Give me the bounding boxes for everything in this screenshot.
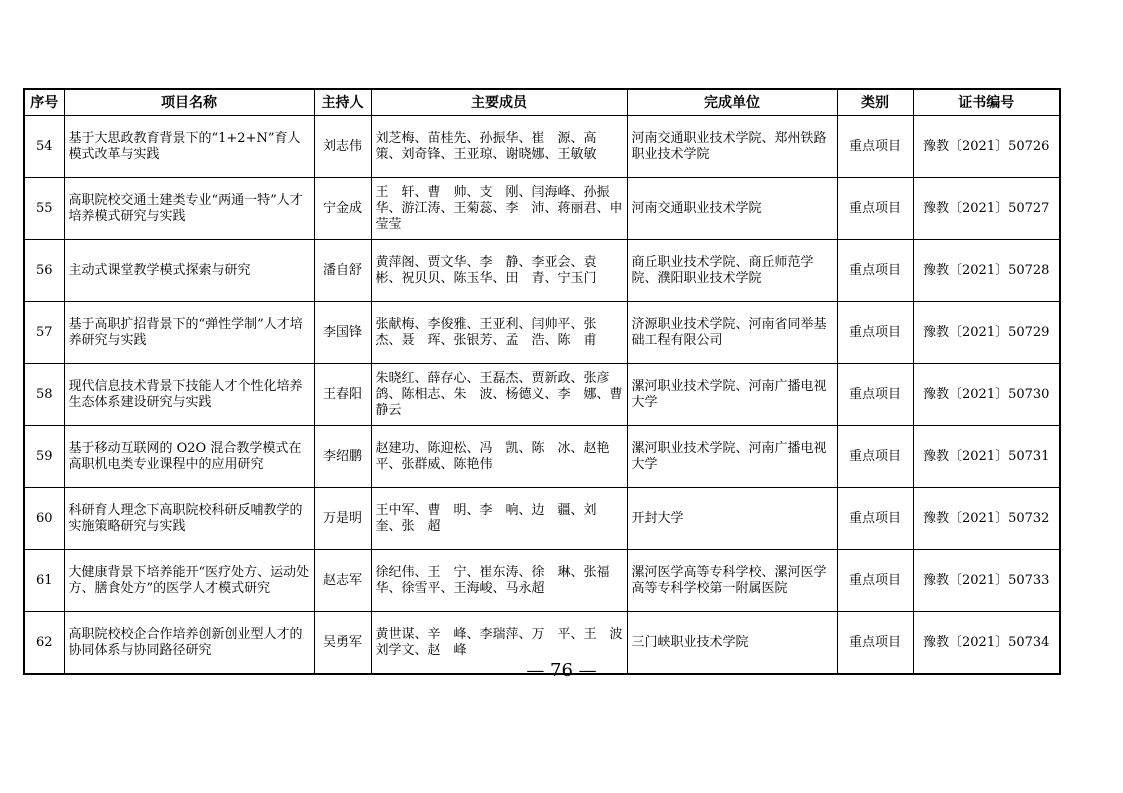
cell-serial: 59 xyxy=(24,426,64,488)
table-header-row xyxy=(24,89,1060,116)
header-certificate: 证书编号 xyxy=(913,89,1060,116)
cell-serial: 55 xyxy=(24,178,64,240)
table-row xyxy=(24,178,1060,240)
cell-host: 吴勇军 xyxy=(314,612,371,675)
cell-serial: 58 xyxy=(24,364,64,426)
cell-project-name: 现代信息技术背景下技能人才个性化培养生态体系建设研究与实践 xyxy=(64,364,314,426)
cell-host: 赵志军 xyxy=(314,550,371,612)
cell-category: 重点项目 xyxy=(837,550,913,612)
header-serial: 序号 xyxy=(24,89,64,116)
table-row xyxy=(24,302,1060,364)
cell-members: 赵建功、陈迎松、冯 凯、陈 冰、赵艳平、张群威、陈艳伟 xyxy=(371,426,627,488)
cell-serial: 61 xyxy=(24,550,64,612)
cell-project-name: 基于移动互联网的 O2O 混合教学模式在高职机电类专业课程中的应用研究 xyxy=(64,426,314,488)
cell-host: 李绍鹏 xyxy=(314,426,371,488)
cell-host: 宁金成 xyxy=(314,178,371,240)
cell-host: 潘自舒 xyxy=(314,240,371,302)
cell-project-name: 大健康背景下培养能开“医疗处方、运动处方、膳食处方”的医学人才模式研究 xyxy=(64,550,314,612)
cell-category: 重点项目 xyxy=(837,302,913,364)
project-table xyxy=(23,88,1061,675)
cell-project-name: 基于大思政教育背景下的“1+2+N”育人模式改革与实践 xyxy=(64,116,314,178)
cell-certificate: 豫教〔2021〕50728 xyxy=(913,240,1060,302)
cell-unit: 河南交通职业技术学院 xyxy=(627,178,837,240)
cell-unit: 漯河医学高等专科学校、漯河医学高等专科学校第一附属医院 xyxy=(627,550,837,612)
cell-category: 重点项目 xyxy=(837,178,913,240)
cell-members: 王中军、曹 明、李 响、边 疆、刘 奎、张 超 xyxy=(371,488,627,550)
cell-category: 重点项目 xyxy=(837,612,913,675)
page-number: — 76 — xyxy=(526,660,597,681)
cell-project-name: 主动式课堂教学模式探索与研究 xyxy=(64,240,314,302)
cell-project-name: 高职院校校企合作培养创新创业型人才的协同体系与协同路径研究 xyxy=(64,612,314,675)
table-row xyxy=(24,364,1060,426)
cell-certificate: 豫教〔2021〕50732 xyxy=(913,488,1060,550)
cell-serial: 56 xyxy=(24,240,64,302)
table-row xyxy=(24,240,1060,302)
cell-category: 重点项目 xyxy=(837,116,913,178)
table-row xyxy=(24,116,1060,178)
cell-certificate: 豫教〔2021〕50730 xyxy=(913,364,1060,426)
cell-certificate: 豫教〔2021〕50734 xyxy=(913,612,1060,675)
cell-category: 重点项目 xyxy=(837,488,913,550)
cell-host: 刘志伟 xyxy=(314,116,371,178)
cell-unit: 商丘职业技术学院、商丘师范学院、濮阳职业技术学院 xyxy=(627,240,837,302)
cell-certificate: 豫教〔2021〕50727 xyxy=(913,178,1060,240)
header-category: 类别 xyxy=(837,89,913,116)
cell-unit: 开封大学 xyxy=(627,488,837,550)
cell-members: 王 轩、曹 帅、支 刚、闫海峰、孙振华、游江涛、王菊蕊、李 沛、蒋丽君、申莹莹 xyxy=(371,178,627,240)
table-row xyxy=(24,550,1060,612)
table-row xyxy=(24,426,1060,488)
cell-members: 刘芝梅、苗桂先、孙振华、崔 源、高 策、刘奇锋、王亚琼、谢晓娜、王敏敏 xyxy=(371,116,627,178)
header-members: 主要成员 xyxy=(371,89,627,116)
cell-project-name: 科研育人理念下高职院校科研反哺教学的实施策略研究与实践 xyxy=(64,488,314,550)
cell-certificate: 豫教〔2021〕50729 xyxy=(913,302,1060,364)
cell-members: 朱晓红、薛存心、王磊杰、贾新政、张彦鸽、陈相志、朱 波、杨德义、李 娜、曹静云 xyxy=(371,364,627,426)
cell-unit: 漯河职业技术学院、河南广播电视大学 xyxy=(627,426,837,488)
cell-unit: 河南交通职业技术学院、郑州铁路职业技术学院 xyxy=(627,116,837,178)
cell-host: 万是明 xyxy=(314,488,371,550)
cell-host: 王春阳 xyxy=(314,364,371,426)
cell-serial: 54 xyxy=(24,116,64,178)
cell-serial: 62 xyxy=(24,612,64,675)
cell-serial: 57 xyxy=(24,302,64,364)
header-host: 主持人 xyxy=(314,89,371,116)
table-row xyxy=(24,488,1060,550)
cell-members: 徐纪伟、王 宁、崔东涛、徐 琳、张福华、徐雪平、王海峻、马永超 xyxy=(371,550,627,612)
cell-project-name: 高职院校交通土建类专业“两通一特”人才培养模式研究与实践 xyxy=(64,178,314,240)
cell-unit: 三门峡职业技术学院 xyxy=(627,612,837,675)
cell-members: 黄世谋、辛 峰、李瑞萍、万 平、王 波 刘学文、赵 峰 xyxy=(371,612,627,675)
header-unit: 完成单位 xyxy=(627,89,837,116)
cell-unit: 漯河职业技术学院、河南广播电视大学 xyxy=(627,364,837,426)
cell-category: 重点项目 xyxy=(837,426,913,488)
cell-members: 张献梅、李俊雅、王亚利、闫帅平、张 杰、聂 珲、张银芳、孟 浩、陈 甫 xyxy=(371,302,627,364)
cell-host: 李国锋 xyxy=(314,302,371,364)
cell-members: 黄萍阁、贾文华、李 静、李亚会、袁 彬、祝贝贝、陈玉华、田 青、宁玉门 xyxy=(371,240,627,302)
cell-certificate: 豫教〔2021〕50733 xyxy=(913,550,1060,612)
cell-project-name: 基于高职扩招背景下的“弹性学制”人才培养研究与实践 xyxy=(64,302,314,364)
cell-certificate: 豫教〔2021〕50726 xyxy=(913,116,1060,178)
cell-category: 重点项目 xyxy=(837,364,913,426)
cell-serial: 60 xyxy=(24,488,64,550)
cell-unit: 济源职业技术学院、河南省同举基础工程有限公司 xyxy=(627,302,837,364)
cell-category: 重点项目 xyxy=(837,240,913,302)
header-project-name: 项目名称 xyxy=(64,89,314,116)
cell-certificate: 豫教〔2021〕50731 xyxy=(913,426,1060,488)
